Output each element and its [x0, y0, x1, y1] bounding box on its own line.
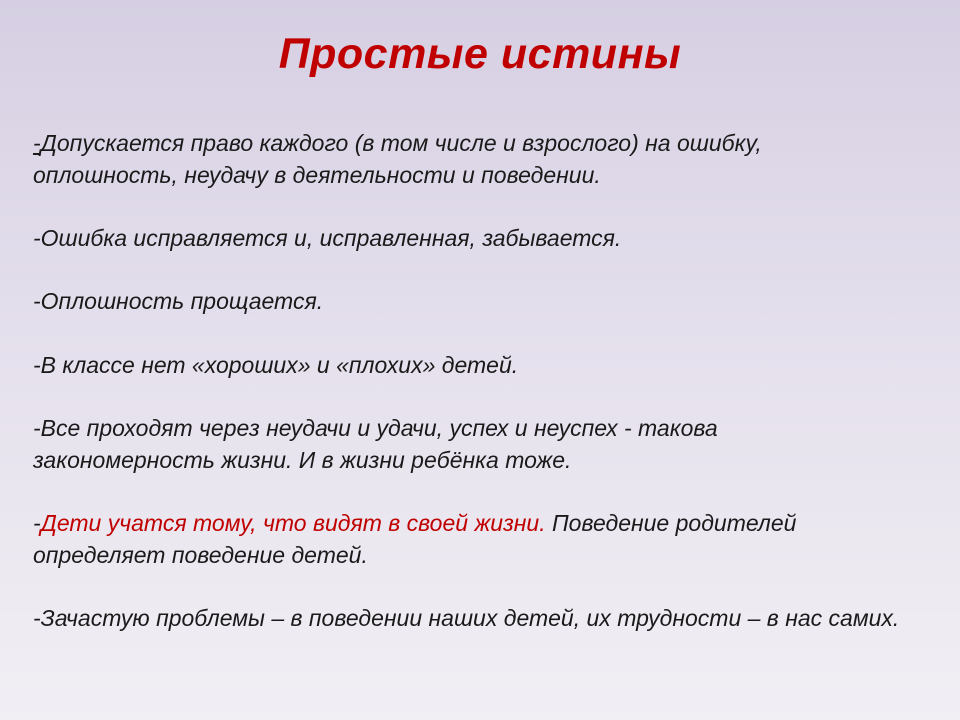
- paragraph-2: [33, 223, 933, 255]
- paragraph-1-line-2: оплошность, неудачу в деятельности и поведении.: [33, 161, 601, 188]
- paragraph-6-line-2: определяет поведение детей.: [33, 542, 368, 569]
- paragraph-2-line-1: -Ошибка исправляется и, исправленная, забывается.: [33, 225, 622, 252]
- slide-title: Простые истины: [278, 30, 682, 78]
- dash-marker: -: [33, 130, 41, 156]
- paragraph-6-dash: -: [33, 510, 41, 537]
- paragraph-5-line-2: закономерность жизни. И в жизни ребёнка тоже.: [33, 446, 572, 473]
- paragraph-3: [33, 286, 933, 318]
- paragraph-1-text-1: Допускается право каждого (в том числе и взрослого) на ошибку,: [40, 130, 762, 156]
- paragraph-4: [33, 350, 933, 382]
- paragraph-6-line-1: [33, 510, 796, 536]
- paragraph-6: [33, 508, 933, 571]
- paragraph-1-line-1: [33, 130, 762, 156]
- paragraph-7-line-2: их трудности – в нас самих.: [586, 605, 900, 632]
- paragraph-3-line-1: -Оплошность прощается.: [33, 288, 324, 315]
- highlighted-sentence: Дети учатся тому, что видят в своей жизни.: [40, 510, 546, 537]
- slide-body: [33, 128, 933, 635]
- paragraph-7-line-1: -Зачастую проблемы – в поведении наших детей,: [33, 605, 581, 632]
- paragraph-7: [33, 603, 933, 635]
- paragraph-1: [33, 128, 933, 191]
- paragraph-5: [33, 413, 933, 476]
- paragraph-6-rest: Поведение родителей: [545, 510, 797, 537]
- paragraph-5-line-1: -Все проходят через неудачи и удачи, успех и неуспех - такова: [33, 415, 718, 442]
- paragraph-4-line-1: -В классе нет «хороших» и «плохих» детей.: [33, 351, 519, 378]
